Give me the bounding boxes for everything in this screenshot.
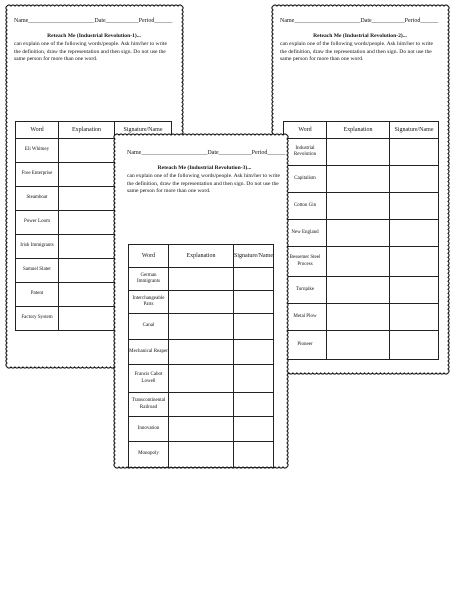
- word-cell: Pioneer: [284, 331, 327, 360]
- explanation-cell[interactable]: [59, 163, 115, 187]
- signature-cell[interactable]: [390, 277, 439, 304]
- column-header-explanation: Explanation: [327, 122, 390, 139]
- word-cell: Capitalism: [284, 166, 327, 193]
- column-header-signature: Signature/Name: [115, 122, 172, 139]
- name-date-period-line: Name______________________Date___________Period______: [280, 18, 439, 24]
- explanation-cell[interactable]: [327, 139, 390, 166]
- word-cell: Irish Immigrants: [16, 235, 59, 259]
- word-cell: German Immigrants: [129, 268, 169, 291]
- word-cell: Cotton Gin: [284, 193, 327, 220]
- instructions: can explain one of the following words/people. Ask him/her to write the definition, draw the representation and then sign. Do not use the same person for more than one word.: [280, 41, 434, 63]
- column-header-signature: Signature/Name: [234, 245, 274, 268]
- explanation-cell[interactable]: [59, 235, 115, 259]
- explanation-cell[interactable]: [59, 139, 115, 163]
- column-header-word: Word: [284, 122, 327, 139]
- signature-cell[interactable]: [234, 314, 274, 340]
- name-date-period-line: Name______________________Date___________Period______: [14, 18, 173, 24]
- worksheet-card-2: [270, 3, 451, 376]
- word-cell: Patent: [16, 283, 59, 307]
- vocab-table-3: [128, 244, 274, 468]
- instructions: can explain one of the following words/people. Ask him/her to write the definition, draw the representation and then sign. Do not use the same person for more than one word.: [14, 41, 168, 63]
- explanation-cell[interactable]: [169, 417, 234, 442]
- explanation-cell[interactable]: [327, 277, 390, 304]
- column-header-explanation: Explanation: [59, 122, 115, 139]
- explanation-cell[interactable]: [59, 211, 115, 235]
- word-cell: Francis Cabot Lowell: [129, 365, 169, 393]
- explanation-cell[interactable]: [327, 220, 390, 247]
- card-title: Reteach Me (Industrial Revolution-3)...: [157, 165, 252, 171]
- signature-cell[interactable]: [234, 417, 274, 442]
- word-cell: Steamboat: [16, 187, 59, 211]
- vocab-table-2: [283, 121, 439, 360]
- column-header-signature: Signature/Name: [390, 122, 439, 139]
- explanation-cell[interactable]: [59, 187, 115, 211]
- column-header-word: Word: [129, 245, 169, 268]
- word-cell: Interchangeable Parts: [129, 291, 169, 314]
- column-header-explanation: Explanation: [169, 245, 234, 268]
- word-cell: Factory System: [16, 307, 59, 331]
- explanation-cell[interactable]: [59, 307, 115, 331]
- word-cell: Transcontinental Railroad: [129, 393, 169, 417]
- explanation-cell[interactable]: [169, 340, 234, 365]
- explanation-cell[interactable]: [169, 442, 234, 468]
- signature-cell[interactable]: [234, 268, 274, 291]
- explanation-cell[interactable]: [59, 259, 115, 283]
- word-cell: Samuel Slater: [16, 259, 59, 283]
- word-cell: Free Enterprise: [16, 163, 59, 187]
- word-cell: Turnpike: [284, 277, 327, 304]
- word-cell: Canal: [129, 314, 169, 340]
- word-cell: Industrial Revolution: [284, 139, 327, 166]
- word-cell: Eli Whitney: [16, 139, 59, 163]
- signature-cell[interactable]: [390, 331, 439, 360]
- explanation-cell[interactable]: [327, 193, 390, 220]
- signature-cell[interactable]: [390, 247, 439, 277]
- word-cell: Power Loom: [16, 211, 59, 235]
- word-cell: Innovation: [129, 417, 169, 442]
- signature-cell[interactable]: [390, 220, 439, 247]
- explanation-cell[interactable]: [169, 365, 234, 393]
- explanation-cell[interactable]: [169, 314, 234, 340]
- column-header-word: Word: [16, 122, 59, 139]
- signature-cell[interactable]: [234, 340, 274, 365]
- word-cell: Mechanical Reaper: [129, 340, 169, 365]
- signature-cell[interactable]: [390, 166, 439, 193]
- signature-cell[interactable]: [390, 304, 439, 331]
- explanation-cell[interactable]: [59, 283, 115, 307]
- word-cell: Bessemer Steel Process: [284, 247, 327, 277]
- signature-cell[interactable]: [390, 139, 439, 166]
- signature-cell[interactable]: [390, 193, 439, 220]
- word-cell: New England: [284, 220, 327, 247]
- signature-cell[interactable]: [234, 442, 274, 468]
- signature-cell[interactable]: [234, 365, 274, 393]
- signature-cell[interactable]: [234, 291, 274, 314]
- explanation-cell[interactable]: [169, 268, 234, 291]
- card-title: Reteach Me (Industrial Revolution-2)...: [313, 33, 407, 39]
- explanation-cell[interactable]: [169, 291, 234, 314]
- card-title: Reteach Me (Industrial Revolution-1)...: [47, 33, 141, 39]
- signature-cell[interactable]: [234, 393, 274, 417]
- word-cell: Metal Plow: [284, 304, 327, 331]
- word-cell: Monopoly: [129, 442, 169, 468]
- explanation-cell[interactable]: [169, 393, 234, 417]
- explanation-cell[interactable]: [327, 331, 390, 360]
- name-date-period-line: Name______________________Date___________Period______: [127, 150, 286, 156]
- instructions: can explain one of the following words/people. Ask him/her to write the definition, draw the representation and then sign. Do not use the same person for more than one word.: [127, 173, 281, 195]
- explanation-cell[interactable]: [327, 247, 390, 277]
- explanation-cell[interactable]: [327, 304, 390, 331]
- worksheet-card-3: [112, 132, 290, 470]
- explanation-cell[interactable]: [327, 166, 390, 193]
